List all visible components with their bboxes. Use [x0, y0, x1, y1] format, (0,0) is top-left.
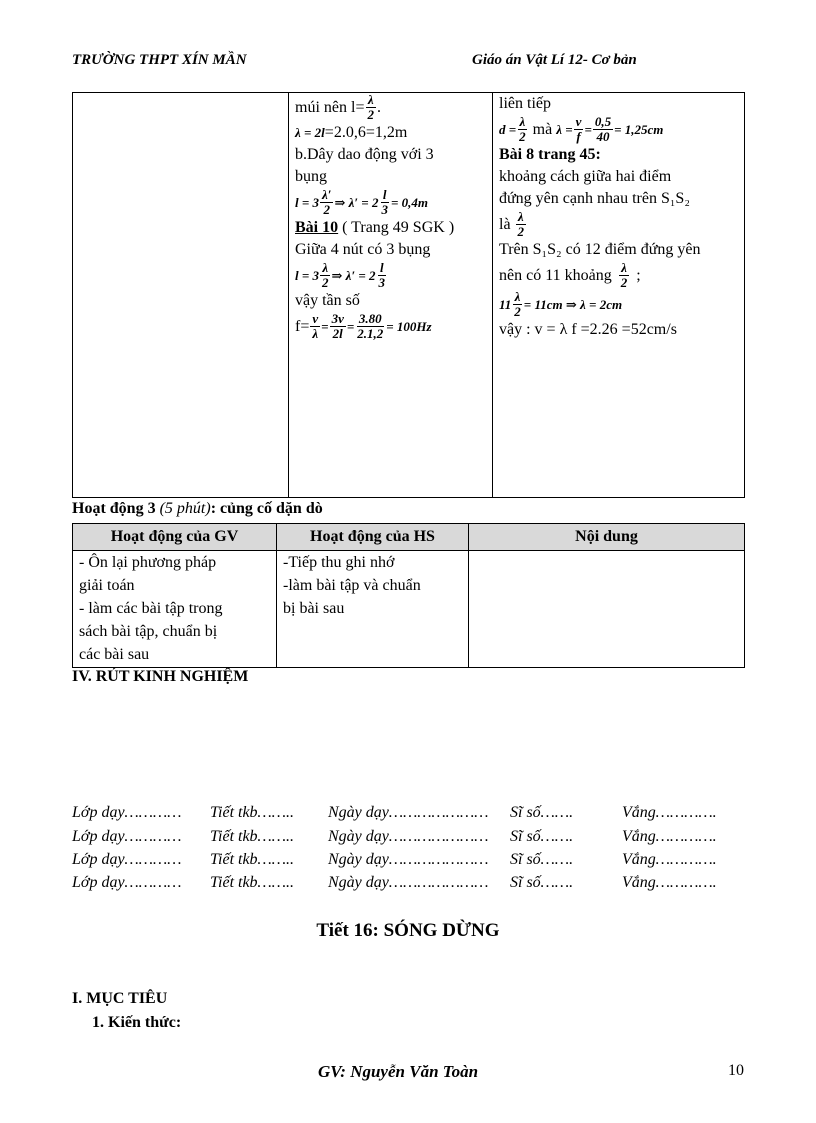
line — [295, 122, 486, 144]
line: bụng — [295, 168, 327, 185]
fraction — [365, 93, 376, 122]
section-iv-title: IV. RÚT KINH NGHIỆM — [72, 668, 249, 685]
num: λ — [322, 260, 329, 275]
text: ( Trang 49 SGK ) — [338, 219, 455, 236]
line: sách bài tập, chuẩn bị — [79, 623, 218, 640]
formula-line: f= $\frac{v}{\lambda}$ = $\frac{3v}{2l}$ = $\frac{3.80}{2.1,2}$ = 100Hz — [295, 311, 432, 341]
content-cell — [469, 551, 745, 668]
num: 3v — [331, 311, 344, 326]
line: Giữa 4 nút có 3 bụng — [295, 241, 431, 258]
line: khoảng cách giữa hai điểm — [499, 168, 672, 185]
fraction — [593, 115, 613, 144]
header-gv: Hoạt động của GV — [73, 524, 277, 551]
formula: 11 — [499, 296, 512, 312]
formula: l = 3 — [295, 194, 320, 210]
formula: = 1,25cm — [614, 121, 664, 137]
formula: = 100Hz — [386, 318, 432, 334]
den: λ — [312, 326, 319, 341]
schedule-row: Lớp dạy………… Tiết tkb…….. Ngày dạy………………… Sĩ số……. Vắng…………. — [72, 874, 717, 891]
fraction — [574, 115, 584, 144]
exercise-title: Bài 10 — [295, 219, 339, 236]
num: v — [312, 311, 319, 326]
header-subject: Giáo án Vật Lí 12- Cơ bản — [472, 52, 637, 68]
text: múi nên l= — [295, 98, 365, 116]
formula-line: d = $\frac{\lambda}{2}$ mà λ = $\frac{v}{f}$ = $\frac{0,5}{40}$ = 1,25cm — [499, 114, 664, 144]
num: λ — [514, 289, 521, 304]
den: 2 — [514, 304, 521, 319]
fraction — [330, 312, 346, 341]
den: 2 — [517, 224, 525, 239]
text: f= — [295, 317, 310, 335]
hs-cell — [277, 551, 469, 668]
den: 2 — [519, 129, 526, 144]
fraction — [320, 188, 333, 217]
formula: = 11cm ⇒ λ = 2cm — [523, 296, 623, 312]
lesson-title: Tiết 16: SÓNG DỪNG — [316, 920, 500, 941]
fraction — [619, 261, 630, 290]
exercise-title: Bài 8 trang 45: — [499, 146, 601, 163]
fraction — [379, 188, 390, 217]
solution-table — [72, 92, 745, 498]
activity-table — [72, 523, 745, 668]
page-number: 10 — [728, 1062, 744, 1079]
formula: ⇒ λ′ = 2 — [334, 194, 379, 210]
line: vậy tần số — [295, 292, 360, 309]
line: liên tiếp — [499, 95, 551, 112]
num: λ — [621, 260, 627, 275]
formula-line — [295, 261, 486, 290]
line — [499, 261, 738, 290]
formula: d = — [499, 121, 517, 137]
line: đứng yên cạnh nhau trên S₁S₂ — [499, 190, 690, 207]
line — [295, 217, 486, 239]
formula-line — [499, 290, 738, 319]
line: Trên S₁S₂ có 12 điểm đứng yên — [499, 241, 701, 258]
fraction — [517, 115, 528, 144]
den: 2 — [620, 275, 628, 290]
num: λ — [519, 114, 526, 129]
fraction — [320, 261, 331, 290]
text: ; — [636, 266, 641, 284]
formula: = 0,4m — [390, 194, 428, 210]
line — [499, 210, 738, 239]
solution-col-3 — [493, 93, 745, 498]
header-hs: Hoạt động của HS — [277, 524, 469, 551]
den: 2 — [367, 107, 374, 122]
fraction — [377, 261, 388, 290]
fraction — [516, 210, 527, 239]
formula: λ = 2l — [295, 125, 325, 140]
line: -Tiếp thu ghi nhớ — [283, 554, 395, 571]
line: các bài sau — [79, 646, 150, 663]
text: =2.0,6=1,2m — [324, 124, 408, 141]
den: 2l — [332, 326, 343, 341]
empty-cell — [73, 93, 289, 498]
formula: l = 3 — [295, 267, 320, 283]
header-school: TRƯỜNG THPT XÍN MẦN — [72, 52, 247, 68]
text: mà — [532, 120, 553, 138]
line — [295, 93, 486, 122]
line: -làm bài tập và chuẩn — [283, 577, 421, 594]
num: λ′ — [322, 187, 332, 202]
fraction — [310, 312, 320, 341]
den: f — [576, 129, 581, 144]
den: 40 — [596, 129, 610, 144]
line: bị bài sau — [283, 600, 345, 617]
header-content: Nội dung — [469, 524, 745, 551]
formula-line — [295, 188, 486, 217]
line: vậy : v = λ f =2.26 =52cm/s — [499, 321, 677, 338]
num: λ — [367, 92, 374, 107]
formula: λ = — [556, 121, 573, 137]
schedule-row: Lớp dạy………… Tiết tkb…….. Ngày dạy………………… Sĩ số……. Vắng…………. — [72, 804, 717, 821]
den: 2 — [322, 275, 329, 290]
num: 0,5 — [594, 114, 612, 129]
num: l — [379, 260, 384, 275]
schedule-row: Lớp dạy………… Tiết tkb…….. Ngày dạy………………… Sĩ số……. Vắng…………. — [72, 828, 717, 845]
formula: ⇒ λ′ = 2 — [331, 267, 376, 283]
line: b.Dây dao động với 3 — [295, 146, 434, 163]
den: 2.1,2 — [357, 326, 384, 341]
solution-col-2 — [289, 93, 493, 498]
section-i-title: I. MỤC TIÊU — [72, 990, 168, 1007]
num: v — [575, 114, 582, 129]
num: l — [382, 187, 387, 202]
schedule-row: Lớp dạy………… Tiết tkb…….. Ngày dạy………………… Sĩ số……. Vắng…………. — [72, 851, 717, 868]
den: 3 — [378, 275, 386, 290]
gv-cell — [73, 551, 277, 668]
text: là — [499, 215, 511, 233]
den: 3 — [381, 202, 388, 217]
activity-3-title: Hoạt động 3 (5 phút): củng cố dặn dò — [72, 500, 323, 517]
text: . — [376, 98, 381, 116]
line: - Ôn lại phương pháp — [79, 554, 217, 571]
footer-teacher: GV: Nguyễn Văn Toàn — [317, 1062, 479, 1081]
fraction — [512, 290, 523, 319]
line: - làm các bài tập trong — [79, 600, 223, 617]
fraction — [355, 312, 385, 341]
num: λ — [517, 209, 524, 224]
line: giải toán — [79, 577, 135, 594]
subsection-title: 1. Kiến thức: — [92, 1014, 182, 1031]
den: 2 — [323, 202, 330, 217]
text: nên có 11 khoảng — [499, 266, 612, 284]
num: 3.80 — [358, 311, 382, 326]
